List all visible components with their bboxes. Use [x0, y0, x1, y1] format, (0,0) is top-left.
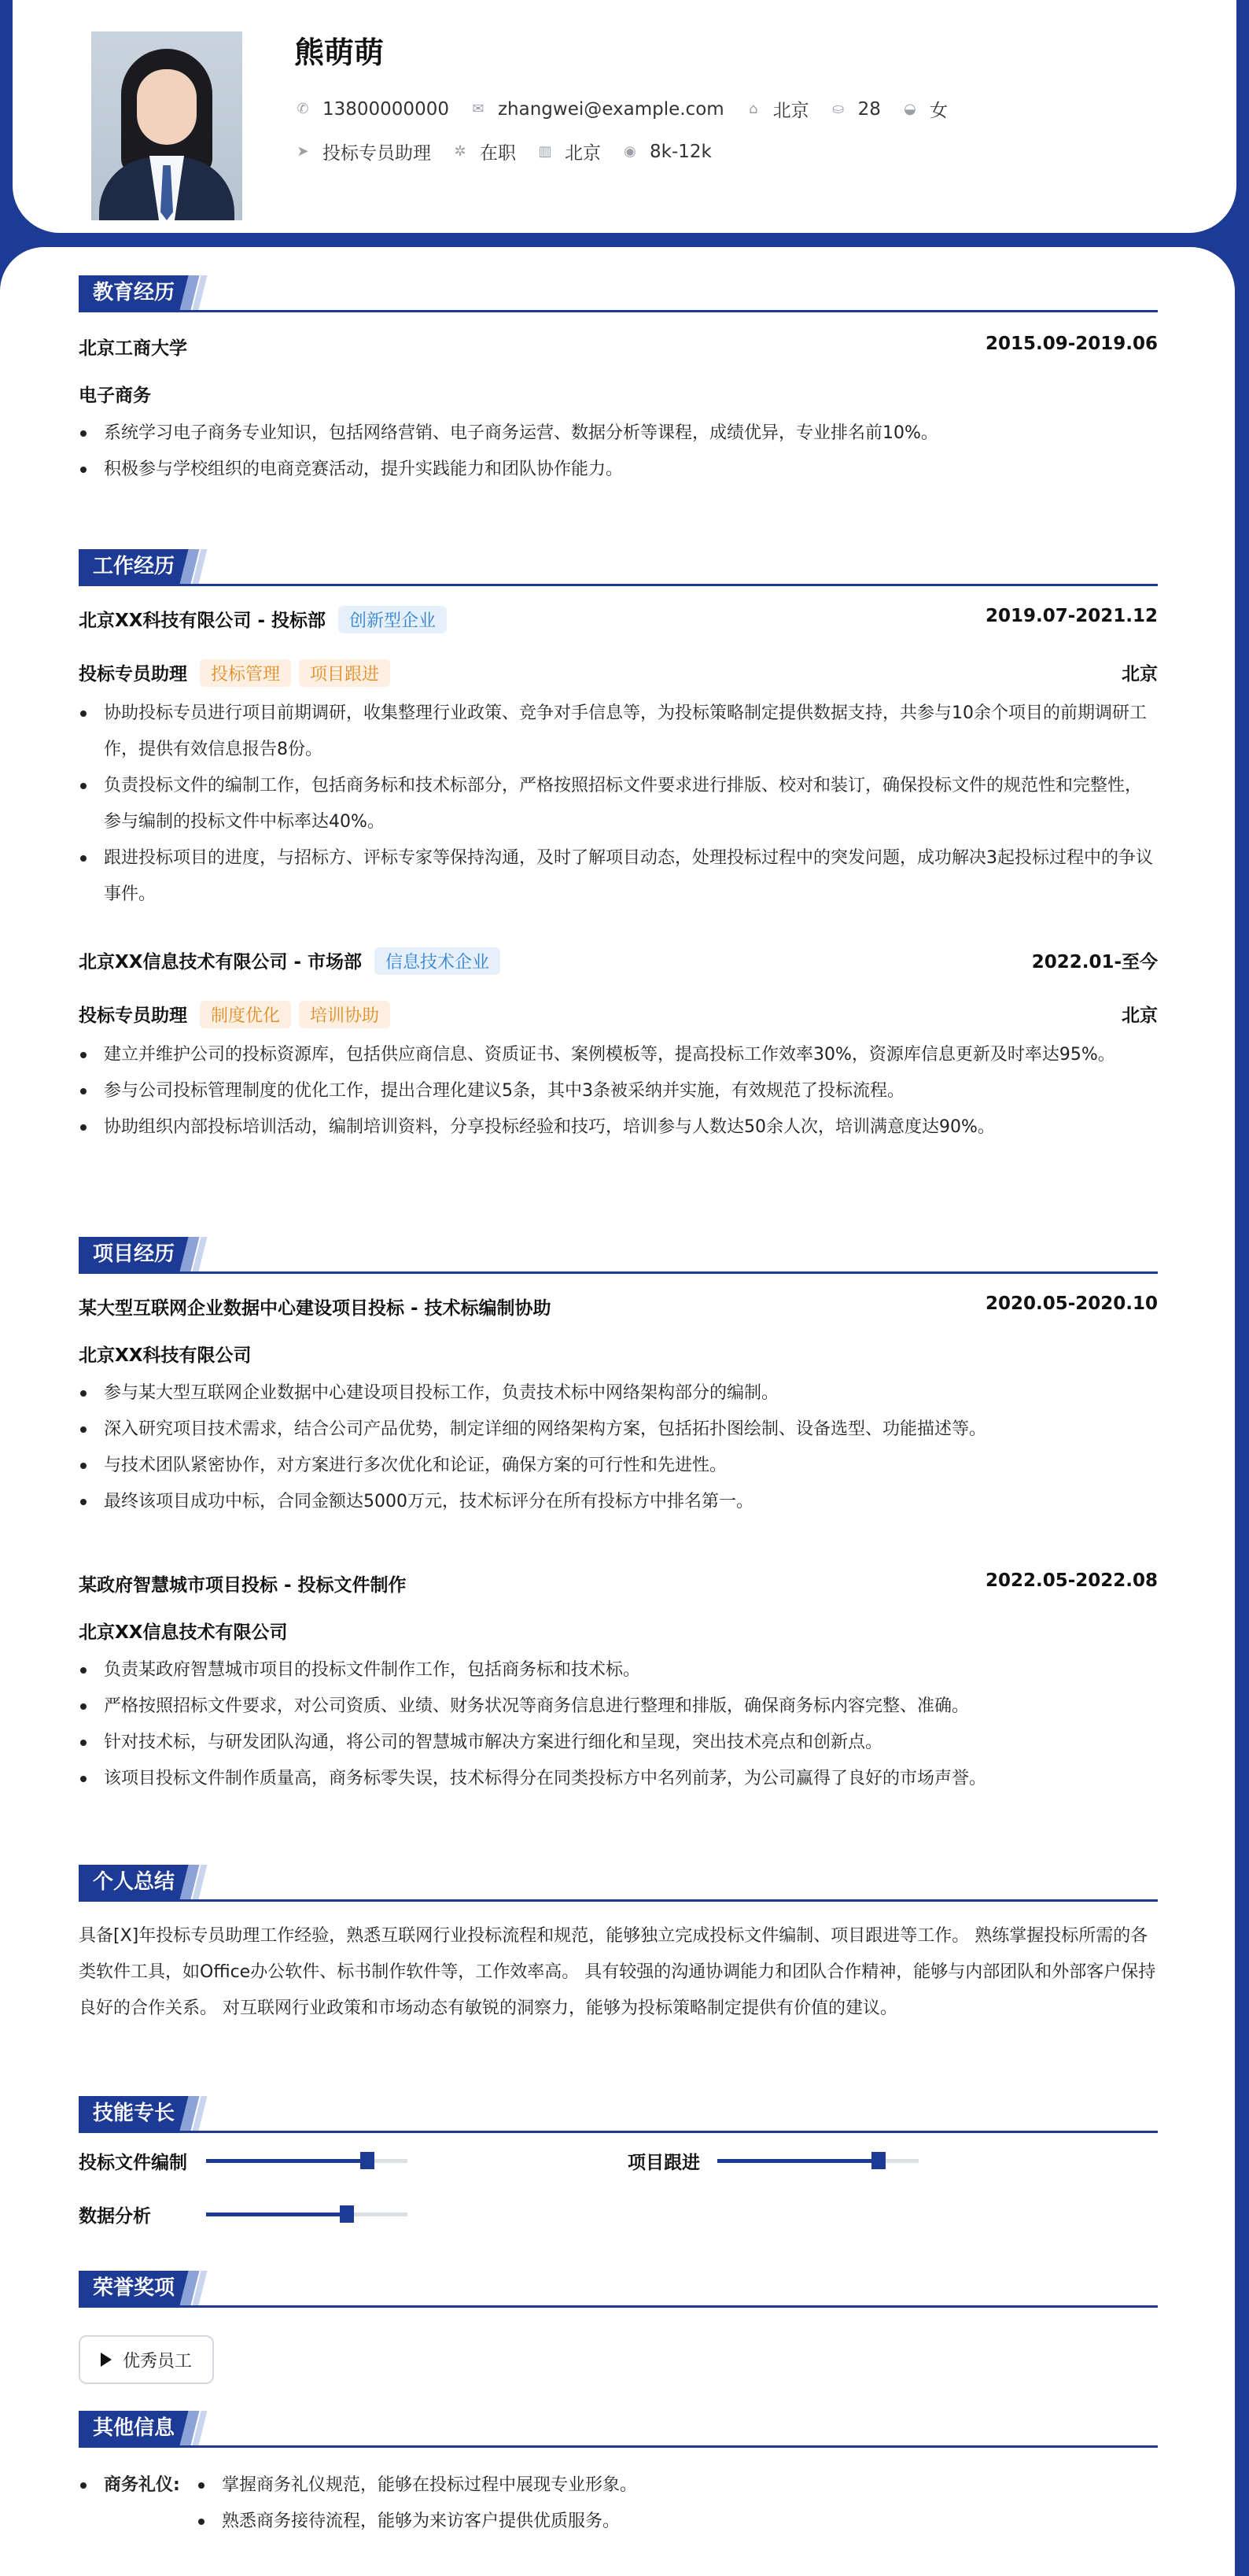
skill-tag: 制度优化 [200, 1001, 291, 1028]
section-title: 荣誉奖项 [79, 2271, 189, 2305]
project-period: 2022.05-2022.08 [985, 1570, 1158, 1591]
job-bullets [79, 696, 1158, 913]
list-item: 系统学习电子商务专业知识，包括网络营销、电子商务运营、数据分析等课程，成绩优异，专业排名前10%。 [79, 415, 1158, 452]
skill-level-bar [206, 2159, 407, 2163]
gender-icon: ◒ [904, 100, 916, 117]
salary: 8k-12k [650, 141, 712, 162]
location: 北京 [772, 101, 809, 121]
company-tag: 创新型企业 [338, 606, 447, 633]
job-role-row [79, 659, 1158, 687]
skills-section [79, 2096, 1158, 2227]
job-role-row [79, 1001, 1158, 1028]
project-bullets [79, 1652, 1158, 1797]
project-name: 某大型互联网企业数据中心建设项目投标 - 技术标编制协助 [79, 1298, 551, 1319]
list-item: 负责投标文件的编制工作，包括商务标和技术标部分，严格按照招标文件要求进行排版、校对和装订，确保投标文件的规范性和完整性，参与编制的投标文件中标率达40%。 [79, 768, 1158, 840]
skill-tag: 项目跟进 [299, 659, 390, 687]
building-icon: ▥ [538, 142, 552, 160]
other-bullets [197, 2467, 1158, 2540]
job-header [79, 606, 1158, 633]
list-item: 针对技术标，与研发团队沟通，将公司的智慧城市解决方案进行细化和呈现，突出技术亮点和创新点。 [79, 1725, 1158, 1761]
list-item: 与技术团队紧密协作，对方案进行多次优化和论证，确保方案的可行性和先进性。 [79, 1448, 1158, 1484]
company-name: 北京XX科技有限公司 - 投标部 [79, 611, 326, 631]
job-period: 2022.01-至今 [1031, 952, 1158, 972]
list-item: 建立并维护公司的投标资源库，包括供应商信息、资质证书、案例模板等，提高投标工作效率30%，资源库信息更新及时率达95%。 [79, 1037, 1158, 1073]
list-item: 协助组织内部投标培训活动，编制培训资料，分享投标经验和技巧，培训参与人数达50余人次，培训满意度达90%。 [79, 1109, 1158, 1146]
profile-photo [91, 31, 242, 220]
send-icon: ➤ [297, 142, 309, 160]
home-icon: ⌂ [748, 100, 758, 117]
status-icon: ✲ [454, 142, 466, 160]
skill-level-bar [717, 2159, 919, 2163]
section-title: 技能专长 [79, 2096, 189, 2131]
school-name: 北京工商大学 [79, 338, 187, 359]
age: 28 [857, 98, 881, 120]
job-role: 投标专员助理 [79, 664, 187, 685]
play-icon [101, 2353, 112, 2367]
job-intent-row [294, 138, 732, 164]
contact-row [294, 96, 968, 122]
list-item: 负责某政府智慧城市项目的投标文件制作工作，包括商务标和技术标。 [79, 1652, 1158, 1688]
list-item: 协助投标专员进行项目前期调研，收集整理行业政策、竞争对手信息等，为投标策略制定提供数据支持，共参与10余个项目的前期调研工作，提供有效信息报告8份。 [79, 696, 1158, 768]
project-company: 北京XX信息技术有限公司 [79, 1622, 288, 1643]
job-city: 北京 [1122, 1006, 1158, 1026]
skill-name: 数据分析 [79, 2206, 151, 2227]
skill-tag: 投标管理 [200, 659, 291, 687]
other-info-section [79, 2411, 1158, 2531]
project-header [79, 1294, 1158, 1319]
section-title: 其他信息 [79, 2411, 189, 2445]
award-badge [79, 2335, 214, 2384]
profile-header [13, 0, 1236, 233]
skill-level-bar [206, 2212, 407, 2216]
list-item: 跟进投标项目的进度，与招标方、评标专家等保持沟通，及时了解项目动态，处理投标过程中的突发问题，成功解决3起投标过程中的争议事件。 [79, 840, 1158, 913]
list-item: 深入研究项目技术需求，结合公司产品优势，制定详细的网络架构方案，包括拓扑图绘制、设备选型、功能描述等。 [79, 1412, 1158, 1448]
skill-item [628, 2148, 919, 2174]
section-title: 个人总结 [79, 1865, 189, 1899]
company-tag: 信息技术企业 [374, 947, 500, 975]
skill-item [79, 2148, 407, 2174]
list-item: 参与某大型互联网企业数据中心建设项目投标工作，负责技术标中网络架构部分的编制。 [79, 1375, 1158, 1412]
job-period: 2019.07-2021.12 [985, 606, 1158, 626]
target-position: 投标专员助理 [322, 143, 431, 164]
list-item: 最终该项目成功中标，合同金额达5000万元，技术标评分在所有投标方中排名第一。 [79, 1484, 1158, 1520]
summary-text: 具备[X]年投标专员助理工作经验，熟悉互联网行业投标流程和规范，能够独立完成投标文件编制、项目跟进等工作。 熟练掌握投标所需的各类软件工具，如Office办公软件、标书制作软件等，工作效率高。 具有较强的沟通协调能力和团队合作精神，能够与内部团队和外部客户保持良好的合作关系。 对互联网行业政策和市场动态有敏锐的洞察力，能够为投标策略制定提供有价值的建议。 [79, 1926, 1156, 2018]
list-item: 积极参与学校组织的电商竞赛活动，提升实践能力和团队协作能力。 [79, 452, 1158, 488]
list-item: 熟悉商务接待流程，能够为来访客户提供优质服务。 [197, 2504, 1158, 2540]
list-item: 该项目投标文件制作质量高，商务标零失误，技术标得分在同类投标方中名列前茅，为公司赢得了良好的市场声誉。 [79, 1761, 1158, 1797]
honors-section [79, 2271, 1158, 2371]
gender: 女 [929, 101, 948, 121]
list-item: 严格按照招标文件要求，对公司资质、业绩、财务状况等商务信息进行整理和排版，确保商务标内容完整、准确。 [79, 1688, 1158, 1725]
project-name: 某政府智慧城市项目投标 - 投标文件制作 [79, 1575, 407, 1596]
projects-section [79, 1237, 1158, 1788]
money-icon: ◉ [624, 142, 636, 160]
major: 电子商务 [79, 386, 151, 406]
project-period: 2020.05-2020.10 [985, 1294, 1158, 1314]
summary-section [79, 1865, 1158, 2018]
job-header [79, 947, 1158, 975]
skill-name: 投标文件编制 [79, 2153, 187, 2173]
job-role: 投标专员助理 [79, 1006, 187, 1026]
job-bullets [79, 1037, 1158, 1146]
resume-body [0, 247, 1235, 2576]
list-item: 掌握商务礼仪规范，能够在投标过程中展现专业形象。 [197, 2467, 1158, 2504]
target-city: 北京 [565, 143, 601, 164]
skill-name: 项目跟进 [628, 2153, 700, 2173]
education-period: 2015.09-2019.06 [985, 334, 1158, 354]
work-status: 在职 [480, 143, 516, 164]
project-bullets [79, 1375, 1158, 1520]
education-bullets [79, 415, 1158, 488]
skill-tag: 培训协助 [299, 1001, 390, 1028]
education-section [79, 275, 1158, 479]
email-icon: ✉ [472, 100, 484, 117]
section-title: 教育经历 [79, 275, 189, 310]
email-address: zhangwei@example.com [497, 98, 724, 120]
phone-number: 13800000000 [322, 98, 449, 120]
project-header [79, 1570, 1158, 1596]
company-name: 北京XX信息技术有限公司 - 市场部 [79, 952, 363, 972]
job-city: 北京 [1122, 664, 1158, 685]
section-title: 项目经历 [79, 1237, 189, 1271]
section-title: 工作经历 [79, 549, 189, 584]
candidate-name: 熊萌萌 [294, 35, 385, 70]
skill-item [79, 2201, 407, 2227]
work-section [79, 549, 1158, 1137]
phone-icon: ✆ [297, 100, 309, 117]
cake-icon: ⛀ [832, 100, 845, 117]
list-item: 参与公司投标管理制度的优化工作，提出合理化建议5条，其中3条被采纳并实施，有效规范了投标流程。 [79, 1073, 1158, 1109]
other-label: 商务礼仪: [79, 2467, 220, 2504]
project-company: 北京XX科技有限公司 [79, 1345, 252, 1366]
award-name: 优秀员工 [123, 2351, 193, 2371]
